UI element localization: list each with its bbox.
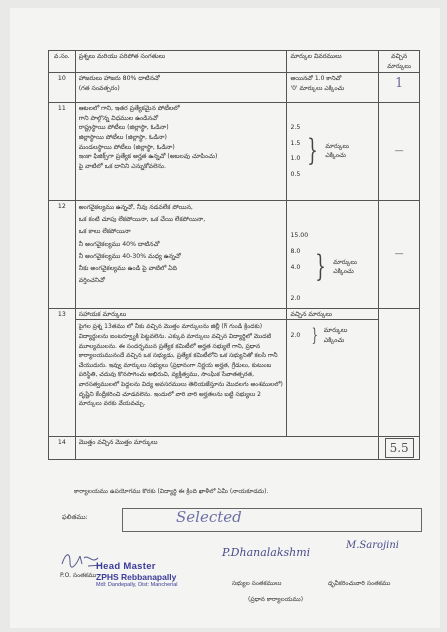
question-line: మండలస్థాయి పోటీలు (జిల్లాస్థా, ఓడినా) [78, 143, 175, 151]
brace-icon: } [315, 249, 326, 285]
col-header-number: వ.సం. [49, 51, 76, 73]
table-row [49, 436, 420, 460]
row-number: 11 [49, 103, 76, 201]
question-line: ఇంకా ఫిజిక్స్‌గా ప్రత్యేక అర్హత ఉన్నచో (అబలవు చూపించు) [78, 153, 218, 161]
note-line: మార్కులు [325, 142, 350, 150]
row-scored [379, 308, 420, 436]
question-line: హాజరులు హాజరు 80% దాటినచో [78, 75, 160, 83]
row-question [75, 308, 287, 436]
row-number: 12 [49, 201, 76, 309]
table-row [49, 308, 420, 436]
question-line: నీ అంగవైకల్యము 40-30% మధ్య ఉన్నచో [78, 252, 181, 260]
question-line: ఆటలలో గాని, ఇతర ప్రత్యేకమైన పోటీలలో [78, 105, 180, 113]
table-row [49, 201, 420, 309]
mark-value: 2.5 [290, 124, 301, 132]
col-header-marks-details: మార్కుల వివరములు [287, 51, 379, 73]
row-number: 10 [49, 73, 76, 103]
col-header-questions: ప్రశ్నలు మరియు పరిపోత సంగతులు [75, 51, 287, 73]
question-line: ఒక కంటి చూపు లేకపోయినా, ఒక చేయి లేకపోయినా, [78, 216, 206, 224]
member1-signature: P.Dhanalakshmi [222, 546, 311, 559]
member-signature-label: సభ్యుల సంతకములు [232, 580, 282, 587]
head-master-stamp [96, 561, 216, 588]
marks-note [333, 258, 357, 277]
mark-value: 8.0 [290, 248, 301, 256]
marks-note [325, 142, 349, 161]
mark-value: 1.5 [290, 139, 301, 147]
total-score: 5.5 [385, 438, 414, 459]
head-office-label: (ప్రధాన కార్యాలయము) [248, 596, 304, 603]
marks-group [290, 202, 375, 307]
mark-value: 4.0 [290, 264, 301, 272]
marks-values [290, 228, 308, 307]
row-marks-detail [287, 201, 379, 309]
office-use-note: కార్యాలయము ఉపయోగము కొరకు (విద్యార్థి ఈ క్రింది ఖాళీలో ఏమీ (నాయకూడదు). [74, 488, 269, 495]
row-question [75, 436, 379, 460]
row-number: 14 [49, 436, 76, 460]
question-line: నీ అంగవైకల్యము 40% దాటినచో [78, 240, 160, 248]
question-line: రాష్ట్రస్థాయి పోటీలు (జిల్లాస్థా, ఓడినా) [78, 124, 169, 132]
question-line: (గత సంవత్సరం) [78, 84, 120, 92]
note-line: మార్కులు [333, 258, 357, 266]
row-scored [379, 436, 420, 460]
row-number: 13 [49, 308, 76, 436]
result-box [122, 508, 422, 532]
question-line: నీకు అంగవైకల్యము ఉండి పై వాటిలో ఏది [78, 264, 177, 272]
question-line: గాని పాల్గొన్న విధముల ఉండినచో [78, 114, 159, 122]
scored-value: — [394, 248, 404, 259]
total-label: మొత్తం వచ్చిన మొత్తం మార్కులు [78, 438, 158, 446]
result-value: Selected [176, 508, 242, 526]
marks-subheader: వచ్చిన మార్కులు [287, 310, 378, 321]
marks-note [324, 326, 348, 345]
question-line: పై వాటిలో ఒక దానిని ఎన్నుకోవలెను. [78, 162, 166, 170]
section-heading: సహాయక మార్కులు [76, 310, 287, 321]
table-header-row [49, 51, 420, 73]
mark-value: 2.0 [290, 294, 301, 302]
scored-value: 1 [394, 76, 404, 92]
question-line: ఒక కాలు లేకపోయినా [78, 228, 131, 236]
note-line: ఎక్కించు [325, 152, 346, 160]
question-line: వర్తించనిచో [78, 276, 105, 284]
row-question [75, 103, 287, 201]
row-question [75, 73, 287, 103]
stamp-address: Mdl: Dandepally, Dist: Mancherial [96, 582, 178, 588]
brace-icon: } [311, 324, 319, 346]
marks-line: '0' మార్కులు ఎక్కించు [290, 84, 345, 92]
note-line: ఎక్కించు [333, 268, 354, 276]
member2-signature: M.Sarojini [346, 540, 399, 551]
mark-value: 15.00 [290, 232, 309, 240]
marks-values [290, 120, 300, 182]
row-marks-detail [287, 103, 379, 201]
brace-icon: } [307, 133, 319, 169]
stamp-school: ZPHS Rebbanapally [96, 572, 177, 582]
verifier-signature-label: ధృవీకరించువారి సంతకము [328, 580, 391, 587]
question-line: అంగవైకల్యము ఉన్నచో, నీవు నడవలేక పోయిన, [78, 204, 193, 212]
scored-value: — [394, 145, 404, 156]
table-row [49, 103, 420, 201]
marks-group [290, 326, 375, 345]
marks-group [290, 104, 375, 182]
result-label: ఫలితము: [62, 513, 88, 521]
note-line: ఎక్కించు [323, 336, 345, 344]
row-scored [379, 73, 420, 103]
note-line: మార్కులు [323, 327, 348, 335]
row-marks-detail [287, 73, 379, 103]
scholarship-marks-table [48, 50, 420, 460]
col-header-scored: వచ్చిన మార్కులు [379, 51, 420, 73]
mark-value: 1.0 [290, 155, 301, 163]
table-row [49, 73, 420, 103]
row-scored [379, 103, 420, 201]
row-question [75, 201, 287, 309]
mark-value: 2.0 [290, 332, 301, 340]
stamp-title: Head Master [96, 561, 156, 572]
marks-line: అయినచో 1.0 కానిచో [290, 75, 342, 83]
mark-value: 0.5 [290, 170, 301, 178]
question-paragraph: పైగల ప్రశ్న 13తము లో నీకు వచ్చిన మొత్తం మార్కులను జిల్లీ (గ్ గుండి క్రిందకు) విద్యార్థులను ఐంటర్వ్యూకి పెట్టవలెను. ఎక్కువ మార్కులు వచ్చిన విద్యార్థిలో మొదటి మూల్యములను. ఈ సందర్భమున ప్రత్యేక కమిటీలో అర్హత సభ్యులే గాని, ప్రధాన కార్యాలయమునందే వచ్చిన ఒక సభ్యుడు, ప్రత్యేక కమిటీలోని ఒక సభ్యునితో కలసి గానీ చేయుదురు. ఇవ్వు మార్కులు సభ్యులు (ప్రధానంగా నిర్ణయ అర్హత, గ్రేడులు, కుటుంబ పరిస్థితి, చదువు కొనసాగించు అభిరుచి, వ్యక్తిత్వము, సాంఘిక సేవాతత్పరత, వారసత్వములలో పెద్దలను విద్య అవసరములు తెలియజేస్తూను మొదలగు అంశములలో) దృష్టిని కేంద్రీకరించి చూడవలెను. ఇందులో వారి వారి అర్హతలను బట్టి సభ్యులు 2 మార్కులు వరకు వేయవచ్చు. [78, 323, 283, 408]
po-signature-label: P.O. సంతకము [60, 572, 97, 579]
question-line: జిల్లాస్థాయి పోటీలు (జిల్లాస్థా, ఓడినా) [78, 134, 167, 142]
row-scored [379, 201, 420, 309]
row-marks-detail [287, 308, 379, 436]
